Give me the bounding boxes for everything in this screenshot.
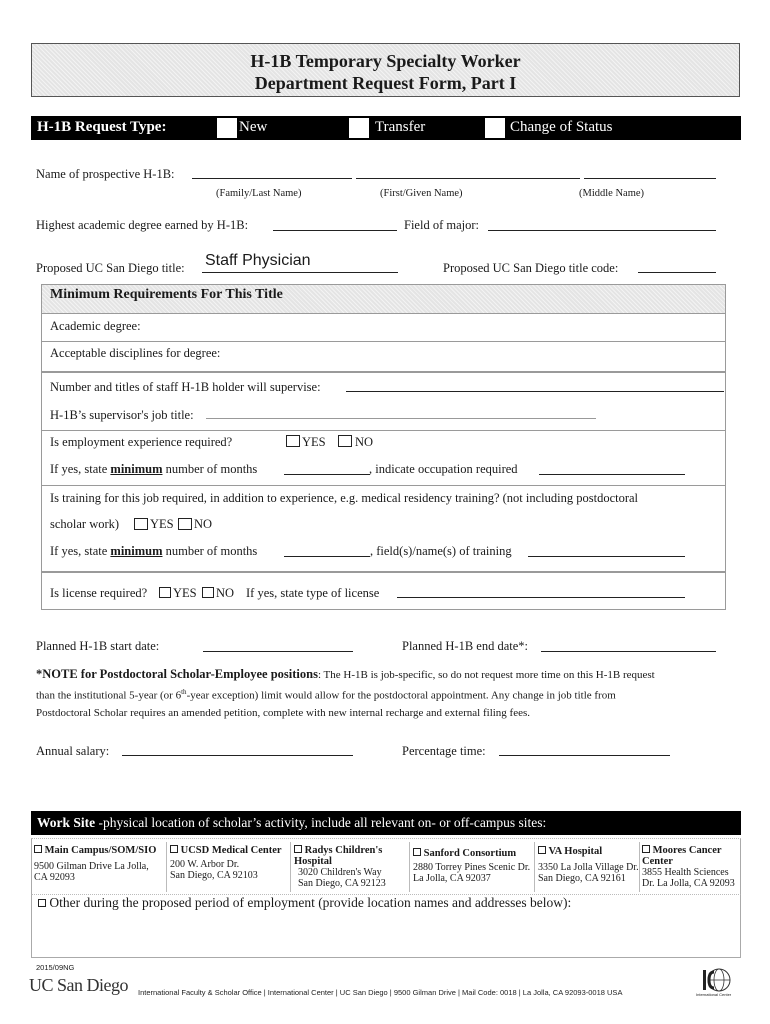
divider — [290, 842, 291, 892]
name-label: Name of prospective H-1B: — [36, 167, 175, 181]
training-yes-label: YES — [150, 517, 174, 531]
proposed-title-field[interactable] — [202, 272, 398, 273]
end-date-label: Planned H-1B end date*: — [402, 639, 529, 653]
training-fields-field[interactable] — [528, 556, 685, 557]
request-type-bar — [31, 116, 741, 140]
site-sanford-checkbox[interactable] — [413, 848, 421, 856]
annual-salary-field[interactable] — [122, 755, 353, 756]
divider — [42, 430, 725, 431]
change-of-status-checkbox[interactable] — [485, 118, 505, 138]
license-type-field[interactable] — [397, 597, 685, 598]
middle-name-caption: (Middle Name) — [579, 188, 645, 199]
experience-question: Is employment experience required? — [50, 435, 233, 449]
new-checkbox[interactable] — [217, 118, 237, 138]
supervise-label: Number and titles of staff H-1B holder will supervise: — [50, 380, 321, 394]
training-no-checkbox[interactable] — [178, 518, 192, 530]
form-subtitle: Department Request Form, Part I — [254, 73, 517, 93]
start-date-label: Planned H-1B start date: — [36, 639, 160, 653]
degree-field[interactable] — [273, 230, 397, 231]
work-site-header: Work Site -physical location of scholar’s activity, include all relevant on- or off-campus sites: — [37, 815, 547, 830]
family-name-caption: (Family/Last Name) — [216, 188, 302, 199]
other-site-box[interactable] — [31, 894, 741, 958]
divider — [42, 341, 725, 342]
ic-caption: International Center — [696, 992, 732, 997]
site-radys-checkbox[interactable] — [294, 845, 302, 853]
license-no-checkbox[interactable] — [202, 587, 214, 598]
training-fields-label: , field(s)/name(s) of training — [370, 544, 512, 558]
end-date-field[interactable] — [541, 651, 716, 652]
site-medical-center-checkbox[interactable] — [170, 845, 178, 853]
site-sanford-consortium[interactable]: Sanford Consortium 2880 Torrey Pines Scenic Dr. La Jolla, CA 92037 — [413, 848, 531, 884]
ucsd-logo: UC San Diego — [29, 975, 128, 995]
supervisor-label: H-1B’s supervisor's job title: — [50, 408, 194, 422]
supervisor-field[interactable] — [206, 418, 596, 419]
international-center-logo — [695, 966, 735, 1000]
experience-months-label: If yes, state minimum number of months — [50, 462, 258, 476]
license-no-label: NO — [216, 586, 235, 600]
form-code: 2015/09NG — [36, 963, 75, 972]
middle-name-field[interactable] — [584, 178, 716, 179]
work-site-bar — [31, 811, 741, 835]
license-question: Is license required? — [50, 586, 148, 600]
occupation-label: , indicate occupation required — [369, 462, 518, 476]
min-requirements-header: Minimum Requirements For This Title — [50, 287, 283, 302]
experience-yes-label: YES — [302, 435, 326, 449]
percentage-time-label: Percentage time: — [402, 744, 486, 758]
experience-no-checkbox[interactable] — [338, 435, 352, 447]
academic-degree-label: Academic degree: — [50, 319, 141, 333]
supervise-field[interactable] — [346, 391, 724, 392]
change-of-status-option-label: Change of Status — [510, 119, 613, 135]
site-main-campus-checkbox[interactable] — [34, 845, 42, 853]
license-yes-label: YES — [173, 586, 197, 600]
other-site-label: Other during the proposed period of employment (provide location names and addresses below): — [38, 895, 571, 911]
training-months-label: If yes, state minimum number of months — [50, 544, 258, 558]
transfer-option-label: Transfer — [375, 119, 426, 135]
site-va-checkbox[interactable] — [538, 846, 546, 854]
experience-months-field[interactable] — [284, 474, 370, 475]
site-moores-cancer-center[interactable]: Moores Cancer Center 3855 Health Sciences Dr. La Jolla, CA 92093 — [642, 845, 735, 889]
postdoc-note: *NOTE for Postdoctoral Scholar-Employee positions: The H-1B is job-specific, so do not request more time on this H-1B request than the institutional 5-year (or 6th-year exception) limit would allow for the postdoctoral appointment. Any change in job title from Postdoctoral Scholar requires an amended petition, complete with new internal recharge and external filing fees. — [36, 667, 655, 719]
proposed-title-value: Staff Physician — [205, 252, 311, 269]
major-field[interactable] — [488, 230, 716, 231]
divider — [42, 313, 725, 314]
site-moores-checkbox[interactable] — [642, 845, 650, 853]
start-date-field[interactable] — [203, 651, 353, 652]
site-radys-childrens[interactable]: Radys Children's Hospital 3020 Children's Way San Diego, CA 92123 — [294, 845, 386, 889]
other-site-checkbox[interactable] — [38, 899, 46, 907]
license-yes-checkbox[interactable] — [159, 587, 171, 598]
training-yes-checkbox[interactable] — [134, 518, 148, 530]
request-type-label: H-1B Request Type: — [37, 119, 167, 135]
divider — [409, 842, 410, 892]
occupation-field[interactable] — [539, 474, 685, 475]
proposed-title-label: Proposed UC San Diego title: — [36, 261, 185, 275]
site-ucsd-medical-center[interactable]: UCSD Medical Center 200 W. Arbor Dr. San Diego, CA 92103 — [170, 845, 282, 881]
form-title: H-1B Temporary Specialty Worker — [250, 51, 521, 71]
family-name-field[interactable] — [192, 178, 352, 179]
first-name-field[interactable] — [356, 178, 580, 179]
training-question-cont: scholar work) — [50, 517, 120, 531]
percentage-time-field[interactable] — [499, 755, 670, 756]
divider — [31, 838, 741, 839]
annual-salary-label: Annual salary: — [36, 744, 110, 758]
transfer-checkbox[interactable] — [349, 118, 369, 138]
license-type-label: If yes, state type of license — [246, 586, 380, 600]
site-main-campus[interactable]: Main Campus/SOM/SIO 9500 Gilman Drive La Jolla, CA 92093 — [34, 845, 157, 883]
disciplines-label: Acceptable disciplines for degree: — [50, 346, 221, 360]
min-requirements-header-bg — [42, 285, 725, 313]
experience-yes-checkbox[interactable] — [286, 435, 300, 447]
title-code-label: Proposed UC San Diego title code: — [443, 261, 619, 275]
form-title-box — [31, 43, 740, 97]
experience-no-label: NO — [355, 435, 374, 449]
footer-address: International Faculty & Scholar Office | International Center | UC San Diego | 9500 Gilman Drive | Mail Code: 0018 | La Jolla, CA 92093-0018 USA — [138, 988, 623, 997]
site-va-hospital[interactable]: VA Hospital 3350 La Jolla Village Dr. San Diego, CA 92161 — [538, 846, 639, 884]
first-name-caption: (First/Given Name) — [380, 188, 463, 199]
training-question: Is training for this job required, in addition to experience, e.g. medical residency training? (not including postdoctoral — [50, 491, 639, 505]
new-option-label: New — [239, 119, 268, 135]
training-no-label: NO — [194, 517, 213, 531]
major-label: Field of major: — [404, 218, 479, 232]
title-code-field[interactable] — [638, 272, 716, 273]
training-months-field[interactable] — [284, 556, 370, 557]
divider — [166, 842, 167, 892]
divider — [42, 485, 725, 486]
degree-label: Highest academic degree earned by H-1B: — [36, 218, 249, 232]
